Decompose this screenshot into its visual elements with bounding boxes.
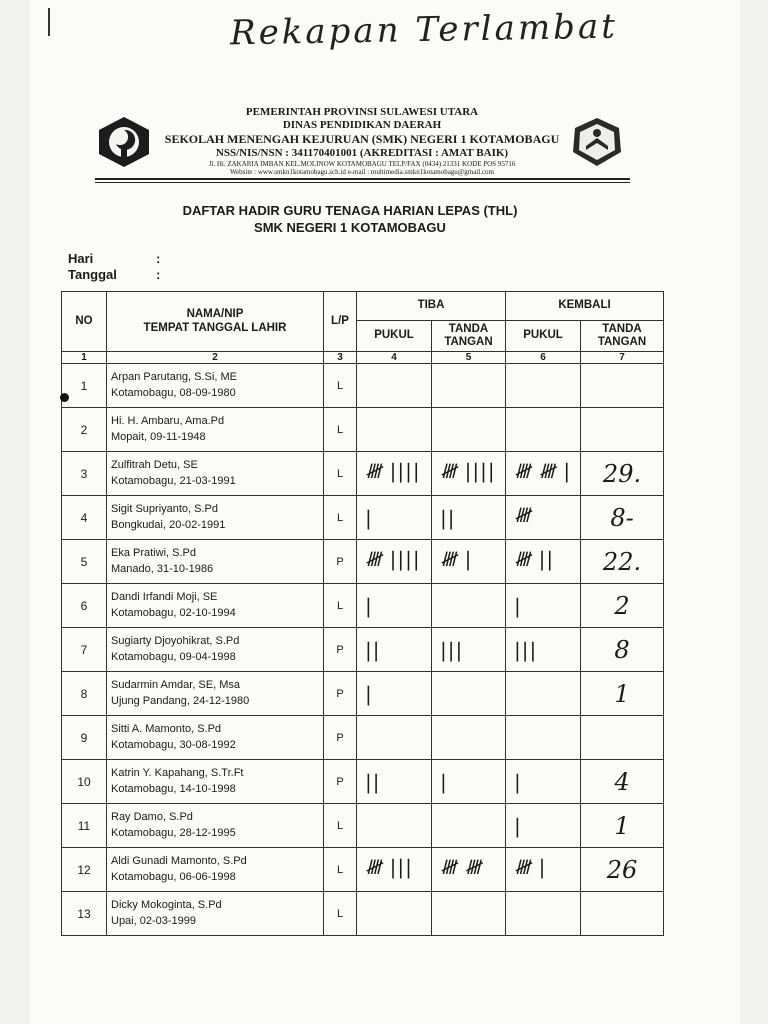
table-row bbox=[62, 848, 664, 892]
gender: P bbox=[324, 760, 357, 804]
late-total: 2 bbox=[581, 584, 664, 628]
table-row bbox=[62, 584, 664, 628]
teacher-birth: Kotamobagu, 28-12-1995 bbox=[111, 826, 236, 839]
teacher-cell bbox=[107, 716, 324, 760]
table-row bbox=[62, 364, 664, 408]
column-index: 1 bbox=[62, 352, 107, 364]
tiba-tanda-tally bbox=[432, 716, 506, 760]
tiba-tanda-tally: 𝍸 𝍸 bbox=[432, 848, 506, 892]
tiba-pukul-tally bbox=[357, 716, 432, 760]
table-row bbox=[62, 496, 664, 540]
edge-mark bbox=[48, 8, 50, 36]
title-line-2: SMK NEGERI 1 KOTAMOBAGU bbox=[254, 219, 446, 235]
kembali-pukul-tally bbox=[506, 716, 581, 760]
tiba-pukul-tally bbox=[357, 892, 432, 936]
tiba-pukul-tally: 𝍸 |||| bbox=[357, 540, 432, 584]
tiba-tanda-tally bbox=[432, 364, 506, 408]
header-lp: L/P bbox=[324, 292, 357, 352]
tiba-tanda-tally: 𝍸 |||| bbox=[432, 452, 506, 496]
teacher-name: Eka Pratiwi, S.Pd bbox=[111, 546, 196, 559]
table-row bbox=[62, 628, 664, 672]
tiba-pukul-tally bbox=[357, 804, 432, 848]
teacher-birth: Kotamobagu, 09-04-1998 bbox=[111, 650, 236, 663]
header-kembali-pukul: PUKUL bbox=[506, 321, 581, 352]
school-emblem-icon bbox=[571, 116, 623, 168]
letterhead-rule bbox=[95, 178, 630, 180]
table-row bbox=[62, 452, 664, 496]
gender: L bbox=[324, 364, 357, 408]
gender: P bbox=[324, 540, 357, 584]
row-number: 9 bbox=[62, 716, 107, 760]
teacher-birth: Kotamobagu, 02-10-1994 bbox=[111, 606, 236, 619]
tiba-tanda-tally bbox=[432, 804, 506, 848]
teacher-name: Sudarmin Amdar, SE, Msa bbox=[111, 678, 240, 691]
tiba-pukul-tally: || bbox=[357, 628, 432, 672]
row-number: 5 bbox=[62, 540, 107, 584]
letterhead-line-1: PEMERINTAH PROVINSI SULAWESI UTARA bbox=[245, 106, 479, 118]
teacher-birth: Upai, 02-03-1999 bbox=[111, 914, 197, 927]
row-number: 4 bbox=[62, 496, 107, 540]
tiba-pukul-tally: 𝍸 |||| bbox=[357, 452, 432, 496]
kembali-pukul-tally: 𝍸 𝍸 | bbox=[506, 452, 581, 496]
column-index: 6 bbox=[506, 352, 581, 364]
hari-colon: : bbox=[156, 251, 161, 266]
header-kembali-tanda bbox=[581, 321, 664, 352]
hari-label: Hari bbox=[68, 251, 94, 266]
teacher-birth: Manado, 31-10-1986 bbox=[111, 562, 214, 575]
header-tanda-line-2: TANGAN bbox=[444, 336, 493, 348]
kembali-pukul-tally bbox=[506, 892, 581, 936]
late-total: 29. bbox=[581, 452, 664, 496]
teacher-birth: Kotamobagu, 30-08-1992 bbox=[111, 738, 236, 751]
tanggal-label: Tanggal bbox=[68, 267, 117, 282]
teacher-cell bbox=[107, 628, 324, 672]
attendance-rows bbox=[62, 364, 664, 936]
tiba-pukul-tally: | bbox=[357, 496, 432, 540]
header-tanda-line-1: TANDA bbox=[448, 322, 489, 335]
late-total bbox=[581, 716, 664, 760]
kembali-pukul-tally: | bbox=[506, 584, 581, 628]
header-nama-line-2: TEMPAT TANGGAL LAHIR bbox=[143, 321, 287, 334]
late-total: 1 bbox=[581, 672, 664, 716]
tiba-tanda-tally bbox=[432, 584, 506, 628]
tiba-tanda-tally: 𝍸 | bbox=[432, 540, 506, 584]
kembali-pukul-tally bbox=[506, 364, 581, 408]
row-number: 13 bbox=[62, 892, 107, 936]
teacher-name: Sugiarty Djoyohikrat, S.Pd bbox=[111, 634, 240, 647]
header-tiba: TIBA bbox=[357, 292, 506, 321]
late-total bbox=[581, 892, 664, 936]
letterhead-line-5: Jl. Hi. ZAKARIA IMBAN KEL.MOLINOW KOTAMOBAGU TELP/FAX (0434) 21331 KODE POS 95716 bbox=[208, 159, 516, 168]
punch-hole bbox=[60, 393, 69, 402]
teacher-birth: Kotamobagu, 14-10-1998 bbox=[111, 782, 236, 795]
tiba-tanda-tally bbox=[432, 892, 506, 936]
teacher-cell bbox=[107, 540, 324, 584]
handwritten-title: Rekapan Terlambat bbox=[229, 6, 619, 54]
letterhead-rule-thin bbox=[95, 182, 630, 183]
column-index: 4 bbox=[357, 352, 432, 364]
teacher-birth: Kotamobagu, 21-03-1991 bbox=[111, 474, 236, 487]
teacher-birth: Ujung Pandang, 24-12-1980 bbox=[111, 694, 250, 707]
header-tanda-line-2: TANGAN bbox=[597, 336, 647, 348]
late-total: 8- bbox=[581, 496, 664, 540]
kembali-pukul-tally: 𝍸 || bbox=[506, 540, 581, 584]
letterhead-line-6: Website : www.smkn1kotamobagu.sch.id e-mail : multimedia.smkn1kotamobagu@gmail.com bbox=[230, 168, 494, 177]
kembali-pukul-tally: ||| bbox=[506, 628, 581, 672]
tiba-tanda-tally bbox=[432, 408, 506, 452]
header-no: NO bbox=[62, 292, 107, 352]
tiba-pukul-tally bbox=[357, 408, 432, 452]
tiba-tanda-tally: ||| bbox=[432, 628, 506, 672]
table-row bbox=[62, 760, 664, 804]
late-total: 26 bbox=[581, 848, 664, 892]
teacher-name: Sitti A. Mamonto, S.Pd bbox=[111, 722, 222, 735]
gender: L bbox=[324, 804, 357, 848]
row-number: 8 bbox=[62, 672, 107, 716]
field-hari bbox=[68, 251, 161, 266]
tiba-tanda-tally: | bbox=[432, 760, 506, 804]
header-nama bbox=[107, 292, 324, 352]
teacher-name: Sigit Supriyanto, S.Pd bbox=[111, 502, 219, 515]
tiba-pukul-tally: || bbox=[357, 760, 432, 804]
letterhead bbox=[95, 106, 630, 184]
row-number: 12 bbox=[62, 848, 107, 892]
tiba-pukul-tally bbox=[357, 364, 432, 408]
teacher-cell bbox=[107, 452, 324, 496]
header-kembali: KEMBALI bbox=[506, 292, 664, 321]
kembali-pukul-tally: 𝍸 | bbox=[506, 848, 581, 892]
kembali-pukul-tally bbox=[506, 408, 581, 452]
province-emblem-icon bbox=[98, 116, 150, 168]
column-index: 3 bbox=[324, 352, 357, 364]
late-total bbox=[581, 408, 664, 452]
table-row bbox=[62, 540, 664, 584]
teacher-name: Dandi Irfandi Moji, SE bbox=[111, 590, 218, 603]
header-tiba-pukul: PUKUL bbox=[357, 321, 432, 352]
letterhead-text bbox=[157, 106, 567, 177]
kembali-pukul-tally bbox=[506, 672, 581, 716]
tiba-pukul-tally: | bbox=[357, 584, 432, 628]
teacher-cell bbox=[107, 892, 324, 936]
teacher-name: Hi. H. Ambaru, Ama.Pd bbox=[111, 414, 225, 427]
gender: L bbox=[324, 892, 357, 936]
gender: L bbox=[324, 848, 357, 892]
gender: L bbox=[324, 496, 357, 540]
table-row bbox=[62, 672, 664, 716]
kembali-pukul-tally: | bbox=[506, 760, 581, 804]
column-index: 2 bbox=[107, 352, 324, 364]
table-row bbox=[62, 804, 664, 848]
row-number: 11 bbox=[62, 804, 107, 848]
teacher-birth: Kotamobagu, 08-09-1980 bbox=[111, 386, 236, 399]
gender: L bbox=[324, 584, 357, 628]
row-number: 1 bbox=[62, 364, 107, 408]
gender: P bbox=[324, 672, 357, 716]
teacher-name: Zulfitrah Detu, SE bbox=[111, 458, 198, 471]
teacher-name: Katrin Y. Kapahang, S.Tr.Ft bbox=[111, 766, 244, 779]
late-total: 1 bbox=[581, 804, 664, 848]
row-number: 6 bbox=[62, 584, 107, 628]
late-total: 8 bbox=[581, 628, 664, 672]
teacher-name: Dicky Mokoginta, S.Pd bbox=[111, 898, 222, 911]
table-row bbox=[62, 408, 664, 452]
row-number: 10 bbox=[62, 760, 107, 804]
header-tiba-tanda bbox=[432, 321, 506, 352]
tanggal-colon: : bbox=[156, 267, 161, 282]
column-index-row bbox=[62, 352, 664, 364]
document-title bbox=[100, 203, 600, 237]
teacher-name: Ray Damo, S.Pd bbox=[111, 810, 193, 823]
title-line-1: DAFTAR HADIR GURU TENAGA HARIAN LEPAS (THL) bbox=[182, 203, 518, 218]
teacher-name: Aldi Gunadi Mamonto, S.Pd bbox=[111, 854, 247, 867]
gender: P bbox=[324, 628, 357, 672]
teacher-birth: Bongkudai, 20-02-1991 bbox=[111, 518, 226, 531]
teacher-cell bbox=[107, 760, 324, 804]
kembali-pukul-tally: | bbox=[506, 804, 581, 848]
late-total: 22. bbox=[581, 540, 664, 584]
gender: L bbox=[324, 452, 357, 496]
tiba-tanda-tally: || bbox=[432, 496, 506, 540]
row-number: 3 bbox=[62, 452, 107, 496]
letterhead-line-3: SEKOLAH MENENGAH KEJURUAN (SMK) NEGERI 1 KOTAMOBAGU bbox=[164, 132, 560, 147]
column-index: 7 bbox=[581, 352, 664, 364]
kembali-pukul-tally: 𝍸 bbox=[506, 496, 581, 540]
header-nama-line-1: NAMA/NIP bbox=[186, 308, 244, 321]
column-index: 5 bbox=[432, 352, 506, 364]
teacher-cell bbox=[107, 408, 324, 452]
late-total: 4 bbox=[581, 760, 664, 804]
letterhead-line-4: NSS/NIS/NSN : 341170401001 (AKREDITASI : AMAT BAIK) bbox=[215, 146, 509, 159]
tiba-tanda-tally bbox=[432, 672, 506, 716]
teacher-cell bbox=[107, 496, 324, 540]
teacher-cell bbox=[107, 848, 324, 892]
table-row bbox=[62, 716, 664, 760]
teacher-birth: Mopait, 09-11-1948 bbox=[111, 430, 206, 443]
teacher-name: Arpan Parutang, S.Si, ME bbox=[111, 370, 237, 383]
gender: P bbox=[324, 716, 357, 760]
letterhead-line-2: DINAS PENDIDIKAN DAERAH bbox=[282, 119, 442, 132]
teacher-cell bbox=[107, 584, 324, 628]
attendance-table bbox=[61, 291, 664, 936]
tiba-pukul-tally: 𝍸 ||| bbox=[357, 848, 432, 892]
teacher-birth: Kotamobagu, 06-06-1998 bbox=[111, 870, 236, 883]
header-tanda-line-1: TANDA bbox=[602, 322, 642, 335]
row-number: 7 bbox=[62, 628, 107, 672]
gender: L bbox=[324, 408, 357, 452]
row-number: 2 bbox=[62, 408, 107, 452]
late-total bbox=[581, 364, 664, 408]
field-tanggal bbox=[68, 267, 161, 282]
table-row bbox=[62, 892, 664, 936]
teacher-cell bbox=[107, 804, 324, 848]
tiba-pukul-tally: | bbox=[357, 672, 432, 716]
teacher-cell bbox=[107, 364, 324, 408]
teacher-cell bbox=[107, 672, 324, 716]
